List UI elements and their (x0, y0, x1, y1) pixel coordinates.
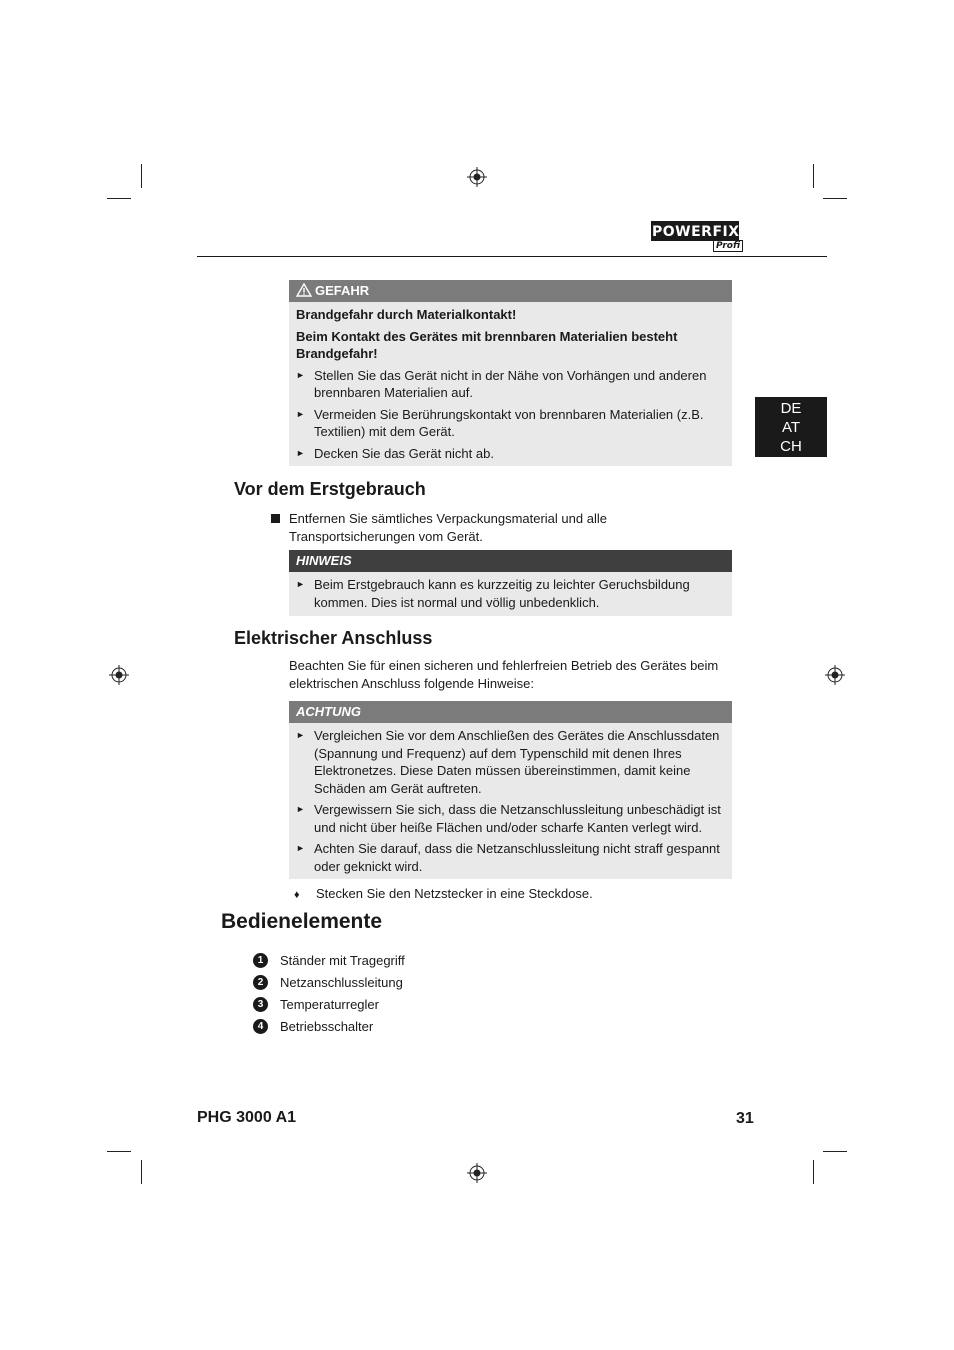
anschluss-intro: Beachten Sie für einen sicheren und fehlerfreien Betrieb des Gerätes beim elektrischen Anschluss folgende Hinweise: (289, 658, 719, 691)
header-rule (197, 256, 827, 257)
danger-box (289, 280, 732, 466)
arrow-icon: ► (296, 408, 305, 419)
registration-mark-icon (109, 665, 129, 685)
arrow-icon: ► (296, 804, 305, 814)
danger-subheadline: Beim Kontakt des Gerätes mit brennbaren Materialien besteht Brandgefahr! (296, 328, 678, 361)
caution-label: ACHTUNG (296, 704, 361, 719)
number-badge: 4 (253, 1019, 268, 1034)
bullet-item: Entfernen Sie sämtliches Verpackungsmaterial und alle Transportsicherungen vom Gerät. (271, 510, 733, 545)
notice-box (289, 550, 732, 616)
arrow-icon: ► (296, 369, 305, 380)
crop-mark (141, 164, 142, 188)
registration-mark-icon (467, 167, 487, 187)
number-badge: 3 (253, 997, 268, 1012)
danger-headline: Brandgefahr durch Materialkontakt! (296, 307, 517, 322)
number-badge: 1 (253, 953, 268, 968)
step-item: ♦ Stecken Sie den Netzstecker in eine Steckdose. (294, 885, 593, 905)
crop-mark (823, 1151, 847, 1152)
danger-label: GEFAHR (315, 283, 370, 298)
list-item: ► Beim Erstgebrauch kann es kurzzeitig zu leichter Geruchsbildung kommen. Dies ist normal und völlig unbedenklich. (296, 577, 690, 610)
arrow-icon: ► (296, 447, 305, 458)
danger-bar (289, 280, 732, 302)
notice-label: HINWEIS (296, 553, 352, 568)
crop-mark (813, 1160, 814, 1184)
registration-mark-icon (467, 1163, 487, 1183)
page-number: 31 (736, 1110, 754, 1127)
list-item: ► Vermeiden Sie Berührungskontakt von brennbaren Materialien (z.B. Textilien) mit dem Gerät. (296, 406, 704, 439)
warning-triangle-icon (296, 283, 312, 297)
diamond-bullet-icon: ♦ (294, 889, 300, 901)
lang-ch: CH (780, 438, 802, 455)
list-item: ► Vergleichen Sie vor dem Anschließen des Gerätes die Anschlussdaten (Spannung und Frequenz) auf dem Typenschild mit denen Ihres Elektronetzes. Diese Daten müssen übereinstimmen, damit keine Schäden am Gerät auftreten. (296, 728, 720, 796)
section-title-bedienelemente: Bedienelemente (221, 910, 383, 933)
arrow-icon: ► (296, 843, 305, 853)
square-bullet-icon (271, 514, 280, 523)
crop-mark (141, 1160, 142, 1184)
registration-mark-icon (825, 665, 845, 685)
crop-mark (107, 1151, 131, 1152)
section-title-anschluss: Elektrischer Anschluss (234, 628, 433, 648)
caution-bar (289, 701, 732, 723)
footer-model: PHG 3000 A1 (197, 1109, 297, 1126)
lang-de: DE (780, 400, 802, 417)
list-item: ► Stellen Sie das Gerät nicht in der Nähe von Vorhängen und anderen brennbaren Materialien auf. (296, 367, 707, 400)
crop-mark (823, 198, 847, 199)
list-item: ► Achten Sie darauf, dass die Netzanschlussleitung nicht straff gespannt oder geknickt wird. (296, 841, 720, 874)
crop-mark (107, 198, 131, 199)
section-title-erstgebrauch: Vor dem Erstgebrauch (234, 479, 426, 499)
list-item: ► Decken Sie das Gerät nicht ab. (296, 445, 494, 461)
notice-bar (289, 550, 732, 572)
caution-box (289, 701, 732, 879)
brand-name: POWERFIX (651, 221, 739, 241)
crop-mark (813, 164, 814, 188)
arrow-icon: ► (296, 579, 305, 589)
list-item: ► Vergewissern Sie sich, dass die Netzanschlussleitung unbeschädigt ist und nicht über heiße Flächen und/oder scharfe Kanten verlegt wird. (296, 802, 721, 835)
brand-logo (651, 221, 755, 251)
brand-sub: Profi (713, 240, 743, 252)
language-tab (755, 397, 827, 457)
lang-at: AT (781, 419, 801, 436)
number-badge: 2 (253, 975, 268, 990)
arrow-icon: ► (296, 730, 305, 740)
